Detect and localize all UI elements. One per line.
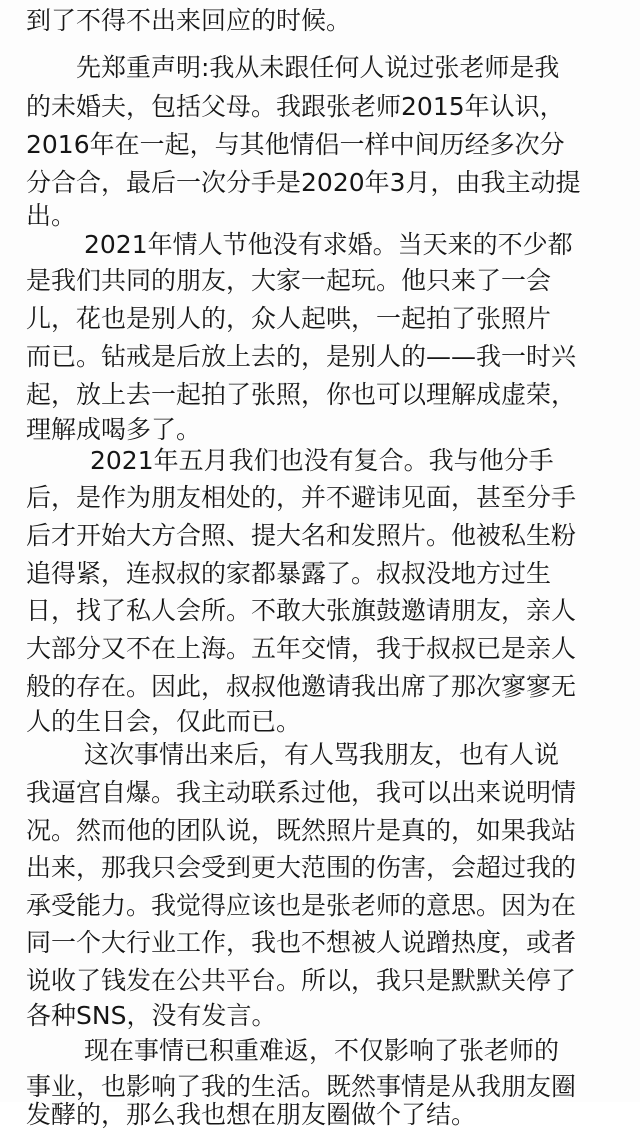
paragraph-4-first-line: 这次事情出来后，有人骂我朋友，也有人说 xyxy=(84,740,560,769)
text-line: 出。 xyxy=(26,201,77,230)
text-line: 后，是作为朋友相处的，并不避讳见面，甚至分手 xyxy=(26,483,577,512)
text-line: 承受能力。我觉得应该也是张老师的意思。因为在 xyxy=(26,891,577,920)
text-line: 是我们共同的朋友，大家一起玩。他只来了一会 xyxy=(26,266,552,295)
text-line: 各种SNS，没有发言。 xyxy=(26,1001,277,1030)
paragraph-5-first-line: 现在事情已积重难返，不仅影响了张老师的 xyxy=(84,1036,560,1065)
text-line: 追得紧，连叔叔的家都暴露了。叔叔没地方过生 xyxy=(26,559,552,588)
text-line: 般的存在。因此，叔叔他邀请我出席了那次寥寥无 xyxy=(26,672,577,701)
text-line: 后才开始大方合照、提大名和发照片。他被私生粉 xyxy=(26,521,577,550)
text-line: 出来，那我只会受到更大范围的伤害，会超过我的 xyxy=(26,853,577,882)
text-line: 起，放上去一起拍了张照，你也可以理解成虚荣， xyxy=(26,380,577,409)
text-line: 况。然而他的团队说，既然照片是真的，如果我站 xyxy=(26,816,577,845)
text-line: 我逼宫自爆。我主动联系过他，我可以出来说明情 xyxy=(26,778,577,807)
text-line: 儿，花也是别人的，众人起哄，一起拍了张照片 xyxy=(26,304,552,333)
text-line: 理解成喝多了。 xyxy=(26,415,202,444)
text-line-cut-off: 发酵的，那么我也想在朋友圈做个了结。 xyxy=(26,1100,477,1129)
text-line: 分合合，最后一次分手是2020年3月，由我主动提 xyxy=(26,168,581,197)
paragraph-1-first-line: 先郑重声明:我从未跟任何人说过张老师是我 xyxy=(76,53,560,82)
text-line: 而已。钻戒是后放上去的，是别人的——我一时兴 xyxy=(26,342,577,371)
text-line: 事业，也影响了我的生活。既然事情是从我朋友圈 xyxy=(26,1072,577,1101)
text-line: 说收了钱发在公共平台。所以，我只是默默关停了 xyxy=(26,966,577,995)
text-line: 到了不得不出来回应的时候。 xyxy=(26,6,352,35)
text-line: 的未婚夫，包括父母。我跟张老师2015年认识， xyxy=(26,92,565,121)
paragraph-3-first-line: 2021年五月我们也没有复合。我与他分手 xyxy=(90,446,554,475)
paragraph-2-first-line: 2021年情人节他没有求婚。当天来的不少都 xyxy=(84,230,573,259)
text-line: 大部分又不在上海。五年交情，我于叔叔已是亲人 xyxy=(26,634,577,663)
text-line: 同一个大行业工作，我也不想被人说蹭热度，或者 xyxy=(26,928,577,957)
text-line: 日，找了私人会所。不敢大张旗鼓邀请朋友，亲人 xyxy=(26,596,577,625)
text-line: 人的生日会，仅此而已。 xyxy=(26,707,302,736)
text-line: 2016年在一起，与其他情侣一样中间历经多次分 xyxy=(26,130,565,159)
